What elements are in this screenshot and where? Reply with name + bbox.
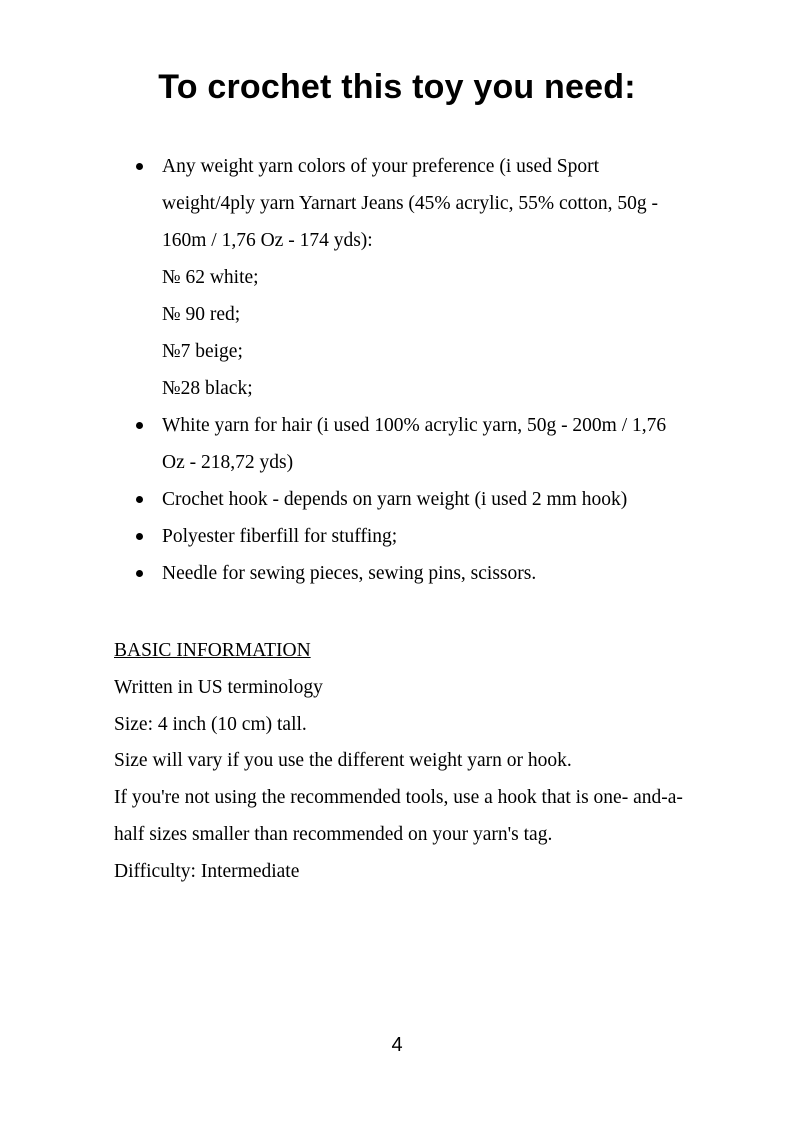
bullet-icon <box>136 163 143 170</box>
list-item-line: Oz - 218,72 yds) <box>162 452 294 473</box>
list-item-line: Any weight yarn colors of your preference (i used Sport <box>162 156 599 177</box>
list-item-line: weight/4ply yarn Yarnart Jeans (45% acrylic, 55% cotton, 50g - <box>162 193 659 214</box>
list-item-line: Needle for sewing pieces, sewing pins, scissors. <box>162 563 537 584</box>
bullet-icon <box>136 570 143 577</box>
list-item <box>0 555 794 592</box>
info-line: half sizes smaller than recommended on your yarn's tag. <box>114 823 553 845</box>
list-item <box>0 148 794 407</box>
bullet-icon <box>136 533 143 540</box>
info-line: Written in US terminology <box>114 676 323 698</box>
info-line: Difficulty: Intermediate <box>114 860 300 882</box>
info-line: If you're not using the recommended tools, use a hook that is one- and-a- <box>114 787 683 809</box>
page-number: 4 <box>391 1034 403 1056</box>
yarn-color-beige: №7 beige; <box>162 341 243 362</box>
section-heading: BASIC INFORMATION <box>114 640 311 661</box>
yarn-color-red: № 90 red; <box>162 304 241 325</box>
basic-information-section <box>114 633 744 891</box>
list-item <box>0 407 794 481</box>
page-title: To crochet this toy you need: <box>158 68 636 106</box>
yarn-color-white: № 62 white; <box>162 267 259 288</box>
bullet-icon <box>136 496 143 503</box>
list-item-line: Polyester fiberfill for stuffing; <box>162 526 398 547</box>
list-item-line: 160m / 1,76 Oz - 174 yds): <box>162 230 373 251</box>
yarn-color-black: №28 black; <box>162 378 253 399</box>
list-item-line: White yarn for hair (i used 100% acrylic yarn, 50g - 200m / 1,76 <box>162 415 667 436</box>
bullet-icon <box>136 422 143 429</box>
list-item-line: Crochet hook - depends on yarn weight (i used 2 mm hook) <box>162 489 628 510</box>
list-item <box>0 518 794 555</box>
list-item <box>0 481 794 518</box>
info-line: Size will vary if you use the different weight yarn or hook. <box>114 750 572 772</box>
info-line: Size: 4 inch (10 cm) tall. <box>114 713 307 735</box>
materials-list <box>0 148 794 592</box>
